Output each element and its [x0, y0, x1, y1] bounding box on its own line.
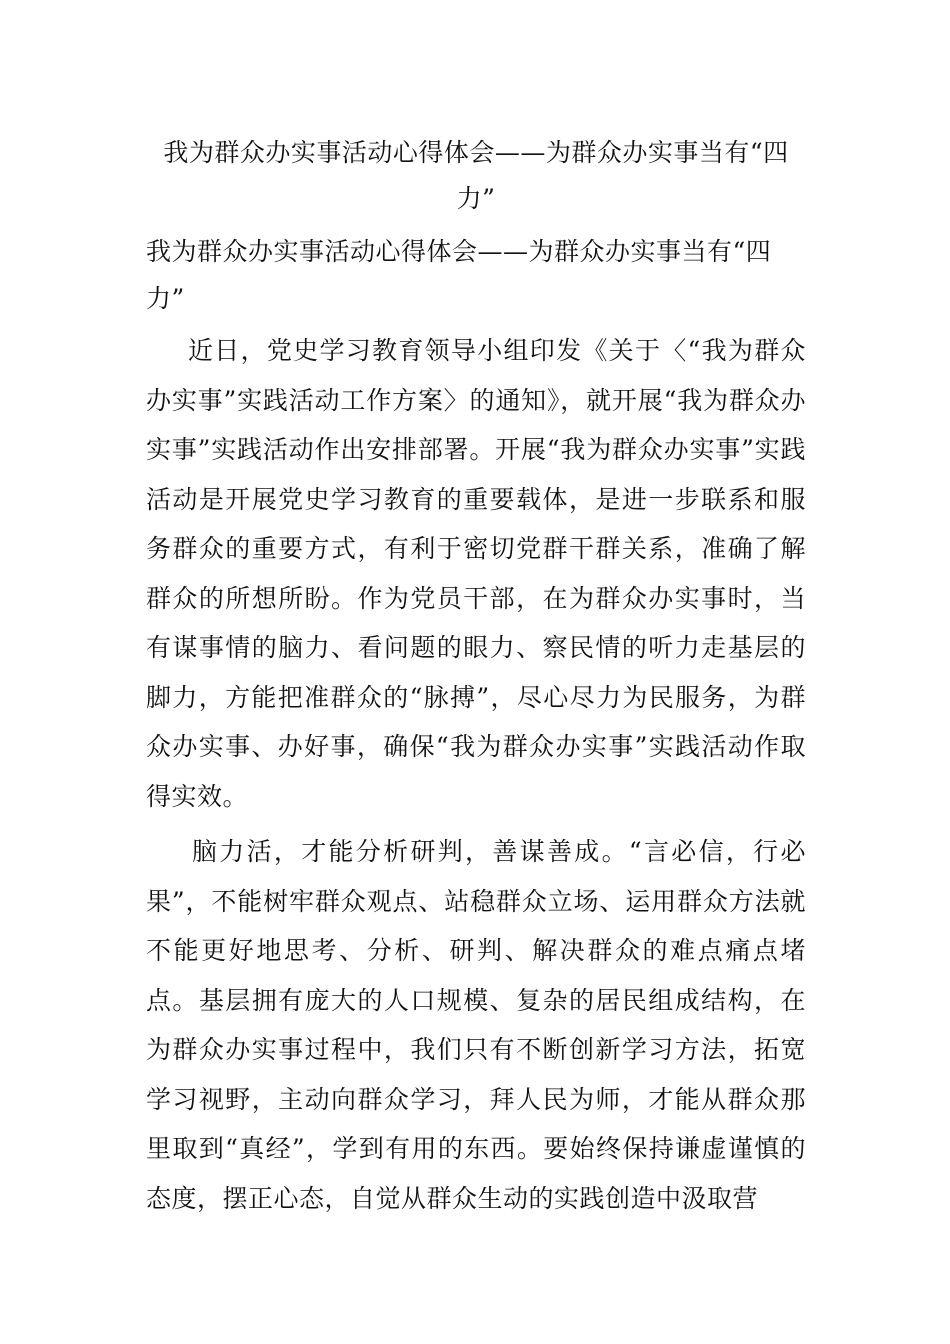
document-title: 我为群众办实事活动心得体会——为群众办实事当有“四力” [163, 138, 789, 213]
document-body [146, 130, 806, 1223]
paragraph-1: 近日，党史学习教育领导小组印发《关于〈“我为群众办实事”实践活动工作方案〉的通知》，就开展“我为群众办实事”实践活动作出安排部署。开展“我为群众办实事”实践活动是开展党史学习教育的重要载体，是进一步联系和服务群众的重要方式，有利于密切党群干群关系，准确了解群众的所想所盼。作为党员干部，在为群众办实事时，当有谋事情的脑力、看问题的眼力、察民情的听力走基层的脚力，方能把准群众的“脉搏”，尽心尽力为民服务，为群众办实事、办好事，确保“我为群众办实事”实践活动作取得实效。 [146, 336, 806, 811]
document-subtitle: 我为群众办实事活动心得体会——为群众办实事当有“四力” [146, 237, 772, 313]
paragraph-2: 脑力活，才能分析研判，善谋善成。“言必信，行必果”，不能树牢群众观点、站稳群众立场、运用群众方法就不能更好地思考、分析、研判、解决群众的难点痛点堵点。基层拥有庞大的人口规模、复杂的居民组成结构，在为群众办实事过程中，我们只有不断创新学习方法，拓宽学习视野，主动向群众学习，拜人民为师，才能从群众那里取到“真经”，学到有用的东西。要始终保持谦虚谨慎的态度，摆正心态，自觉从群众生动的实践创造中汲取营 [146, 837, 806, 1213]
